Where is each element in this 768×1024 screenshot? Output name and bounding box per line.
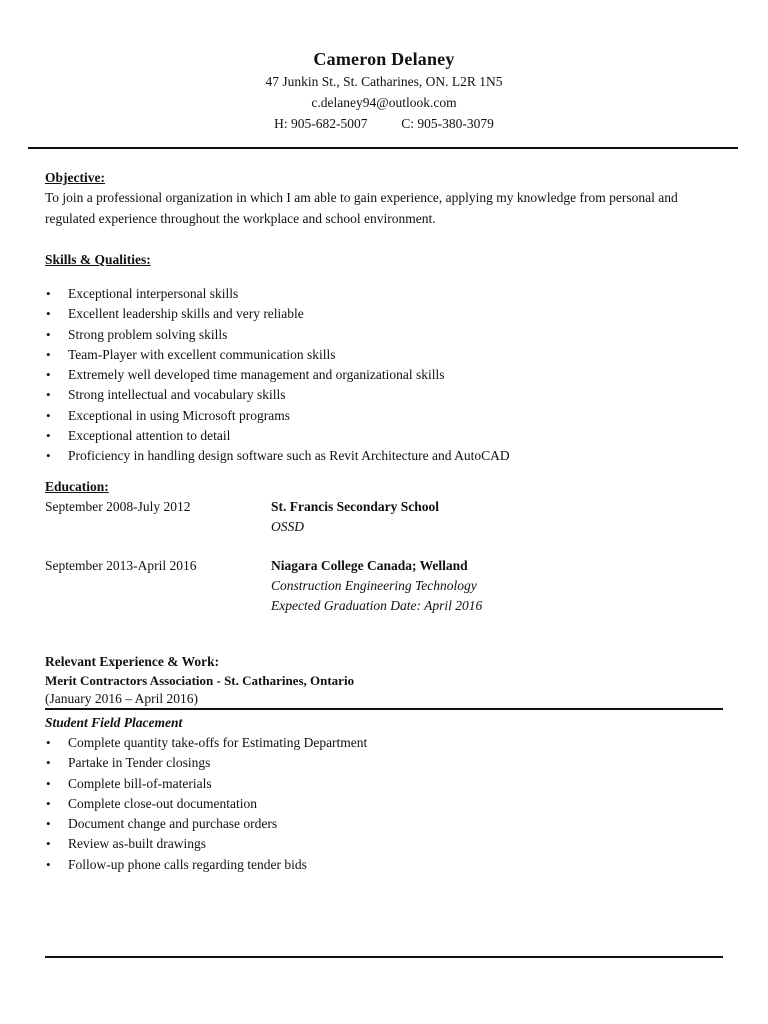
list-item: • Team-Player with excellent communication skills (45, 345, 510, 365)
bullet-icon: • (46, 346, 51, 362)
list-item: • Complete close-out documentation (45, 794, 367, 814)
duties-list (45, 733, 367, 875)
skills-heading: Skills & Qualities: (45, 252, 151, 267)
education-section (45, 477, 109, 497)
bullet-icon: • (46, 306, 51, 322)
school-name: Niagara College Canada; Welland (271, 558, 468, 573)
list-item: • Proficiency in handling design software such as Revit Architecture and AutoCAD (45, 446, 510, 466)
education-details (271, 556, 482, 616)
bullet-icon: • (46, 448, 51, 464)
skills-list (45, 284, 510, 467)
address: 47 Junkin St., St. Catharines, ON. L2R 1N5 (265, 74, 503, 89)
experience-divider (45, 708, 723, 710)
placement-section (45, 713, 367, 875)
applicant-name: Cameron Delaney (313, 49, 455, 69)
education-heading: Education: (45, 479, 109, 494)
header-divider (28, 147, 738, 149)
list-item: • Exceptional in using Microsoft programs (45, 406, 510, 426)
list-item: • Strong intellectual and vocabulary skills (45, 385, 510, 405)
phone-numbers: H: 905-682-5007 C: 905-380-3079 (274, 116, 494, 131)
list-item: • Follow-up phone calls regarding tender bids (45, 855, 367, 875)
bullet-icon: • (46, 836, 51, 852)
list-item: • Partake in Tender closings (45, 753, 367, 773)
education-dates: September 2013-April 2016 (45, 558, 197, 573)
bullet-icon: • (46, 407, 51, 423)
email: c.delaney94@outlook.com (311, 95, 457, 110)
footer-divider (45, 956, 723, 958)
bullet-icon: • (46, 755, 51, 771)
list-item: • Excellent leadership skills and very reliable (45, 304, 510, 324)
objective-heading: Objective: (45, 170, 105, 185)
bullet-icon: • (46, 816, 51, 832)
objective-section (45, 168, 725, 229)
list-item: • Extremely well developed time management and organizational skills (45, 365, 510, 385)
education-details (271, 497, 439, 537)
education-dates: September 2008-July 2012 (45, 499, 191, 514)
list-item: • Complete bill-of-materials (45, 774, 367, 794)
skills-section (45, 250, 510, 467)
bullet-icon: • (46, 387, 51, 403)
list-item: • Exceptional interpersonal skills (45, 284, 510, 304)
employer-name: Merit Contractors Association - St. Catharines, Ontario (45, 673, 355, 688)
bullet-icon: • (46, 856, 51, 872)
employment-dates: (January 2016 – April 2016) (45, 691, 198, 706)
list-item: • Complete quantity take-offs for Estimating Department (45, 733, 367, 753)
bullet-icon: • (46, 286, 51, 301)
objective-text: To join a professional organization in which I am able to gain experience, applying my knowledge from personal and regulated experience throughout the workplace and school environment. (45, 190, 678, 226)
school-name: St. Francis Secondary School (271, 499, 440, 514)
program-name: OSSD (271, 519, 304, 534)
list-item: • Review as-built drawings (45, 834, 367, 854)
bullet-icon: • (46, 775, 51, 791)
resume-header (0, 47, 768, 134)
bullet-icon: • (46, 428, 51, 444)
bullet-icon: • (46, 367, 51, 383)
bullet-icon: • (46, 735, 51, 750)
bullet-icon: • (46, 326, 51, 342)
experience-section (45, 652, 354, 708)
experience-heading: Relevant Experience & Work: (45, 654, 220, 669)
list-item: • Strong problem solving skills (45, 325, 510, 345)
placement-title: Student Field Placement (45, 715, 183, 730)
list-item: • Document change and purchase orders (45, 814, 367, 834)
program-name: Construction Engineering Technology (271, 578, 477, 593)
list-item: • Exceptional attention to detail (45, 426, 510, 446)
bullet-icon: • (46, 795, 51, 811)
graduation-date: Expected Graduation Date: April 2016 (271, 598, 483, 613)
